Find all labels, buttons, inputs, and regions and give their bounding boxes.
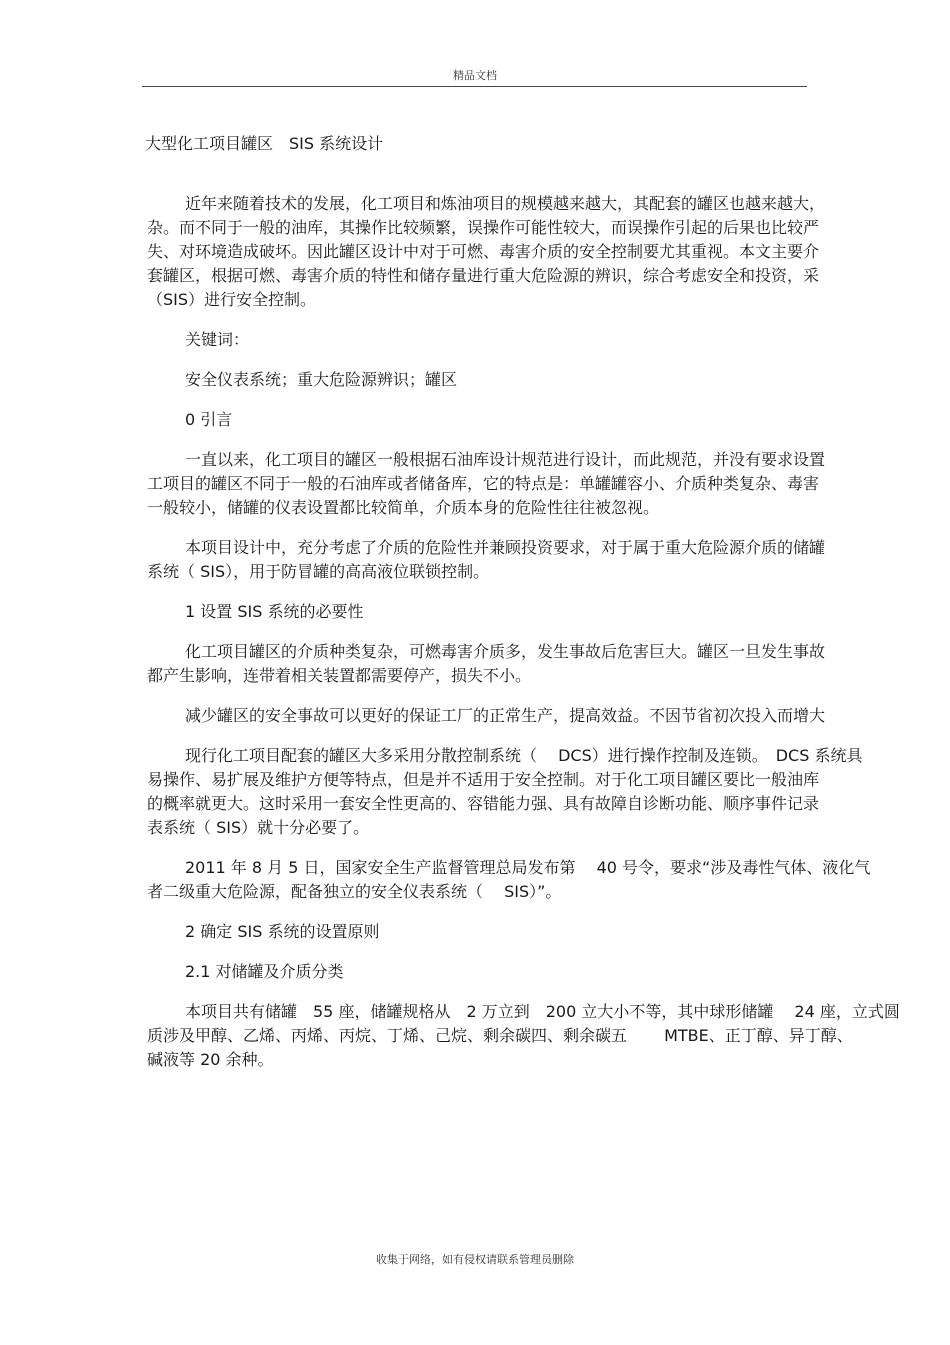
paragraph-line: 本项目共有储罐 55 座，储罐规格从 2 万立到 200 立大小不等，其中球形储罐 24 座，立式圆 — [185, 1002, 900, 1021]
paragraph — [147, 536, 950, 584]
paragraph — [147, 192, 950, 312]
document-title: 大型化工项目罐区 SIS 系统设计 — [145, 134, 384, 153]
paragraph-line: 一般较小，储罐的仪表设置都比较简单，介质本身的危险性往往被忽视。 — [147, 498, 660, 517]
paragraph-line: 2 确定 SIS 系统的设置原则 — [185, 922, 380, 941]
paragraph-line: 化工项目罐区的介质种类复杂，可燃毒害介质多，发生事故后危害巨大。罐区一旦发生事故 — [185, 642, 826, 661]
paragraph — [147, 960, 950, 984]
paragraph-line: 2.1 对储罐及介质分类 — [185, 962, 344, 981]
paragraph — [147, 368, 950, 392]
paragraph-line: 套罐区，根据可燃、毒害介质的特性和储存量进行重大危险源的辨识，综合考虑安全和投资，采 — [147, 266, 820, 285]
paragraph-line: 一直以来，化工项目的罐区一般根据石油库设计规范进行设计，而此规范，并没有要求设置 — [185, 450, 826, 469]
paragraph-line: 减少罐区的安全事故可以更好的保证工厂的正常生产，提高效益。不因节省初次投入而增大 — [185, 706, 826, 725]
paragraph — [147, 1000, 950, 1072]
paragraph — [147, 600, 950, 624]
paragraph-line: 2011 年 8 月 5 日，国家安全生产监督管理总局发布第 40 号令，要求“涉及毒性气体、液化气 — [185, 858, 871, 877]
header-rule — [142, 86, 807, 87]
paragraph-line: 失、对环境造成破坏。因此罐区设计中对于可燃、毒害介质的安全控制要尤其重视。本文主要介 — [147, 242, 820, 261]
paragraph — [147, 328, 950, 352]
paragraph-line: 工项目的罐区不同于一般的石油库或者储备库，它的特点是：单罐罐容小、介质种类复杂、毒害 — [147, 474, 820, 493]
paragraph-line: 1 设置 SIS 系统的必要性 — [185, 602, 364, 621]
paragraph — [147, 744, 950, 840]
document-body — [147, 192, 950, 1088]
paragraph — [147, 704, 950, 728]
paragraph-line: 0 引言 — [185, 410, 233, 429]
paragraph — [147, 640, 950, 688]
paragraph-line: （SIS）进行安全控制。 — [147, 290, 317, 309]
paragraph-line: 都产生影响，连带着相关装置都需要停产，损失不小。 — [147, 666, 532, 685]
paragraph-line: 系统（ SIS），用于防冒罐的高高液位联锁控制。 — [147, 562, 490, 581]
paragraph-line: 易操作、易扩展及维护方便等特点，但是并不适用于安全控制。对于化工项目罐区要比一般油库 — [147, 770, 820, 789]
page-header: 精品文档 — [453, 69, 497, 82]
paragraph — [147, 856, 950, 904]
paragraph-line: 安全仪表系统；重大危险源辨识；罐区 — [185, 370, 458, 389]
paragraph-line: 杂。而不同于一般的油库，其操作比较频繁，误操作可能性较大，而误操作引起的后果也比较严 — [147, 218, 820, 237]
paragraph-line: 表系统（ SIS）就十分必要了。 — [147, 818, 370, 837]
page-footer: 收集于网络，如有侵权请联系管理员删除 — [376, 1253, 574, 1266]
paragraph-line: 本项目设计中，充分考虑了介质的危险性并兼顾投资要求，对于属于重大危险源介质的储罐 — [185, 538, 826, 557]
paragraph-line: 碱液等 20 余种。 — [147, 1050, 274, 1069]
paragraph-line: 的概率就更大。这时采用一套安全性更高的、容错能力强、具有故障自诊断功能、顺序事件记录 — [147, 794, 820, 813]
paragraph — [147, 448, 950, 520]
paragraph — [147, 408, 950, 432]
paragraph-line: 现行化工项目配套的罐区大多采用分散控制系统（ DCS）进行操作控制及连锁。 DCS 系统具 — [185, 746, 863, 765]
paragraph-line: 质涉及甲醇、乙烯、丙烯、丙烷、丁烯、己烷、剩余碳四、剩余碳五 MTBE、正丁醇、异丁醇、 — [147, 1026, 853, 1045]
paragraph-line: 近年来随着技术的发展，化工项目和炼油项目的规模越来越大，其配套的罐区也越来越大， — [185, 194, 826, 213]
paragraph-line: 关键词： — [185, 330, 250, 349]
paragraph-line: 者二级重大危险源，配备独立的安全仪表系统（ SIS）”。 — [147, 882, 562, 901]
paragraph — [147, 920, 950, 944]
